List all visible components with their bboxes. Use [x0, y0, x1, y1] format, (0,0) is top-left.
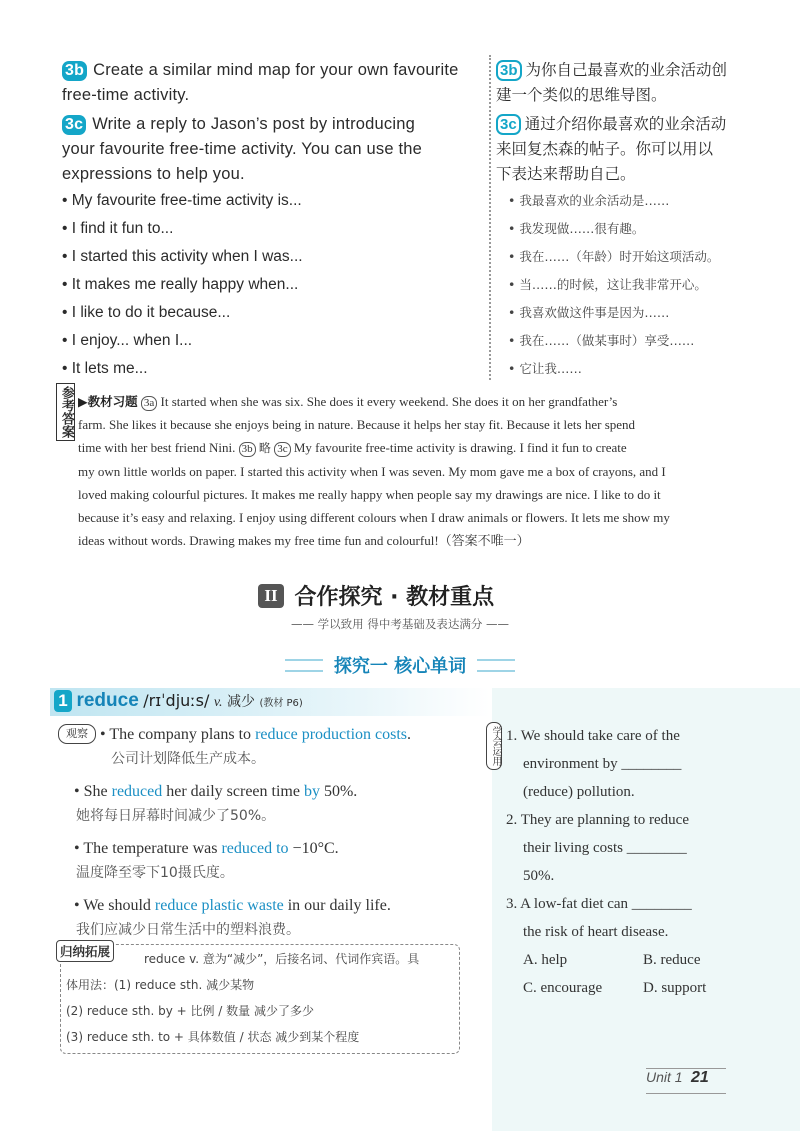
example-1-post: .: [407, 726, 412, 743]
answers-block: [78, 390, 738, 552]
example-2: [74, 779, 484, 804]
answers-line-2: farm. She likes it because she enjoys being in nature. Because it helps her stay fit. Because it lets her spend: [78, 417, 636, 432]
example-2-mid: her daily screen time: [162, 783, 304, 800]
example-4: [74, 893, 484, 918]
expr-en-7: • It lets me...: [62, 360, 148, 377]
word-number: 1: [54, 690, 72, 712]
example-3: [74, 836, 484, 861]
task-3c-zh-badge: 3c: [496, 114, 521, 135]
expr-zh-7: • 它让我……: [508, 361, 582, 376]
summary-line-3: (2) reduce sth. by + 比例 / 数量 减少了多少: [66, 1004, 314, 1018]
explore-deco-right: [477, 659, 515, 672]
expr-en-3: • I started this activity when I was...: [62, 248, 303, 265]
section-roman: II: [258, 584, 284, 608]
summary-line-4: (3) reduce sth. to + 具体数值 / 状态 减少到某个程度: [66, 1030, 360, 1044]
word-header-content: [54, 690, 303, 712]
answers-line-7: because it’s easy and relaxing. I enjoy using different colours when I draw animals or flowers. It lets me show my: [78, 510, 670, 525]
answers-side-label: [56, 383, 75, 441]
word-pos: v.: [213, 695, 223, 710]
word-headword: reduce: [76, 690, 139, 711]
footer-unit: Unit 1: [646, 1069, 683, 1085]
example-3-post: −10°C.: [288, 840, 339, 857]
footer-page: 21: [691, 1069, 709, 1086]
task-3c-line2: your favourite free-time activity. You can use the: [62, 140, 423, 158]
practice-label: [486, 722, 502, 770]
task-3b-line1: Create a similar mind map for your own favourite: [93, 61, 459, 79]
q2: [506, 806, 791, 890]
task-3b-badge: 3b: [62, 61, 87, 81]
expr-en-1: • My favourite free-time activity is...: [62, 192, 302, 209]
q1: [506, 722, 791, 806]
task-3b-zh-badge: 3b: [496, 60, 522, 81]
example-4-pre: • We should: [74, 897, 155, 914]
example-1: [74, 722, 484, 747]
q3-option-b[interactable]: B. reduce: [643, 952, 701, 968]
q3-option-c[interactable]: C. encourage: [523, 980, 603, 996]
example-4-highlight: reduce plastic waste: [154, 897, 284, 914]
practice-label-text: 学会运用: [490, 726, 501, 766]
explore-title: 探究一 核心单词: [333, 656, 467, 677]
section-title: [258, 580, 494, 612]
answers-line-4: My favourite free-time activity is drawing. I find it fun to create: [293, 440, 627, 455]
expr-en-6: • I enjoy... when I...: [62, 332, 193, 349]
example-4-post: in our daily life.: [283, 897, 391, 914]
example-1-zh: 公司计划降低生产成本。: [111, 751, 265, 767]
summary-label-text: 归纳拓展: [60, 944, 111, 959]
answers-line-3: time with her best friend Nini.: [78, 440, 236, 455]
answers-line-8: ideas without words. Drawing makes my free time fun and colourful!（答案不唯一）: [78, 533, 530, 548]
answers-3b-tag: 3b: [239, 442, 256, 457]
observe-tag-text: 观察: [66, 727, 88, 740]
answers-line-5: my own little worlds on paper. I started this activity when I was seven. My mom gave me a box of crayons, and I: [78, 464, 666, 479]
expr-zh-6: • 我在……（做某事时）享受……: [508, 333, 695, 348]
expr-en-2: • I find it fun to...: [62, 220, 174, 237]
q3: [506, 890, 791, 1002]
task-3b-zh: [496, 58, 746, 108]
task-3c-badge: 3c: [62, 115, 86, 135]
q1-line-3: (reduce) pollution.: [523, 784, 635, 800]
expressions-en: [62, 187, 482, 383]
examples: [74, 722, 484, 943]
task-3c-zh-line1: 通过介绍你最喜欢的业余活动: [524, 116, 727, 133]
answers-3a-tag: 3a: [141, 396, 157, 411]
word-meaning: 减少: [226, 694, 255, 710]
task-3c-zh-line3: 下表达来帮助自己。: [496, 166, 636, 183]
task-3c: [62, 112, 482, 187]
example-1-pre: • The company plans to: [100, 726, 256, 743]
expr-zh-1: • 我最喜欢的业余活动是……: [508, 193, 670, 208]
example-2-pre: • She: [74, 783, 112, 800]
example-3-zh: 温度降至零下10摄氏度。: [76, 865, 234, 881]
task-3c-zh: [496, 112, 746, 187]
q3-option-a[interactable]: A. help: [523, 952, 568, 968]
summary-text: [66, 946, 456, 1050]
q2-line-2: their living costs ________: [523, 840, 687, 856]
q3-option-d[interactable]: D. support: [643, 980, 707, 996]
explore-deco-left: [285, 659, 323, 672]
expressions-zh: [508, 187, 758, 383]
q2-line-1: 2. They are planning to reduce: [506, 812, 689, 828]
task-3c-line1: Write a reply to Jason’s post by introducing: [92, 115, 415, 133]
page-footer: [646, 1068, 726, 1094]
example-2-zh: 她将每日屏幕时间减少了50%。: [76, 808, 276, 824]
word-ref: (教材 P6): [259, 698, 303, 709]
task-3b-zh-line2: 建一个类似的思维导图。: [496, 87, 667, 104]
example-3-pre: • The temperature was: [74, 840, 222, 857]
task-3b-zh-line1: 为你自己最喜欢的业余活动创: [525, 62, 728, 79]
expr-en-4: • It makes me really happy when...: [62, 276, 299, 293]
example-2-highlight-2: by: [303, 783, 320, 800]
section-title-text: 合作探究 · 教材重点: [294, 585, 495, 610]
example-2-highlight: reduced: [111, 783, 163, 800]
task-3b-line2: free-time activity.: [62, 86, 190, 104]
expr-zh-3: • 我在……（年龄）时开始这项活动。: [508, 249, 720, 264]
answers-line-6: loved making colourful pictures. It makes me really happy when people say my drawings are nice. I like to do it: [78, 487, 661, 502]
task-3c-line3: expressions to help you.: [62, 165, 245, 183]
q3-line-2: the risk of heart disease.: [523, 924, 669, 940]
example-2-post: 50%.: [319, 783, 358, 800]
q1-line-2: environment by ________: [523, 756, 682, 772]
expr-zh-4: • 当……的时候，这让我非常开心。: [508, 277, 707, 292]
example-1-highlight: reduce production costs: [255, 726, 408, 743]
explore-title-bar: [255, 652, 545, 678]
q3-options: [506, 946, 791, 1002]
q1-line-1: 1. We should take care of the: [506, 728, 680, 744]
answers-line-1: It started when she was six. She does it every weekend. She does it on her grandfather’s: [160, 394, 618, 409]
answers-3b-lue: 略: [258, 441, 271, 455]
example-3-highlight: reduced to: [221, 840, 289, 857]
q3-line-1: 3. A low-fat diet can ________: [506, 896, 692, 912]
section-subtitle: —— 学以致用 得中考基础及表达满分 ——: [291, 617, 509, 631]
answers-heading: ▶教材习题: [78, 394, 138, 409]
task-3b: [62, 58, 482, 108]
column-divider: [489, 55, 491, 380]
expr-zh-5: • 我喜欢做这件事是因为……: [508, 305, 670, 320]
task-3c-zh-line2: 来回复杰森的帖子。你可以用以: [496, 141, 714, 158]
expr-zh-2: • 我发现做……很有趣。: [508, 221, 645, 236]
summary-line-1: reduce v. 意为“减少”，后接名词、代词作宾语。具: [144, 952, 420, 966]
answers-side-label-text: 参考答案: [59, 386, 74, 438]
q2-line-3: 50%.: [523, 868, 555, 884]
summary-line-2: 体用法：(1) reduce sth. 减少某物: [66, 978, 255, 992]
practice-questions: [506, 722, 791, 1002]
expr-en-5: • I like to do it because...: [62, 304, 231, 321]
example-4-zh: 我们应减少日常生活中的塑料浪费。: [76, 922, 300, 938]
answers-3c-tag: 3c: [274, 442, 290, 457]
word-phonetic: /rɪˈdjuːs/: [143, 691, 210, 710]
